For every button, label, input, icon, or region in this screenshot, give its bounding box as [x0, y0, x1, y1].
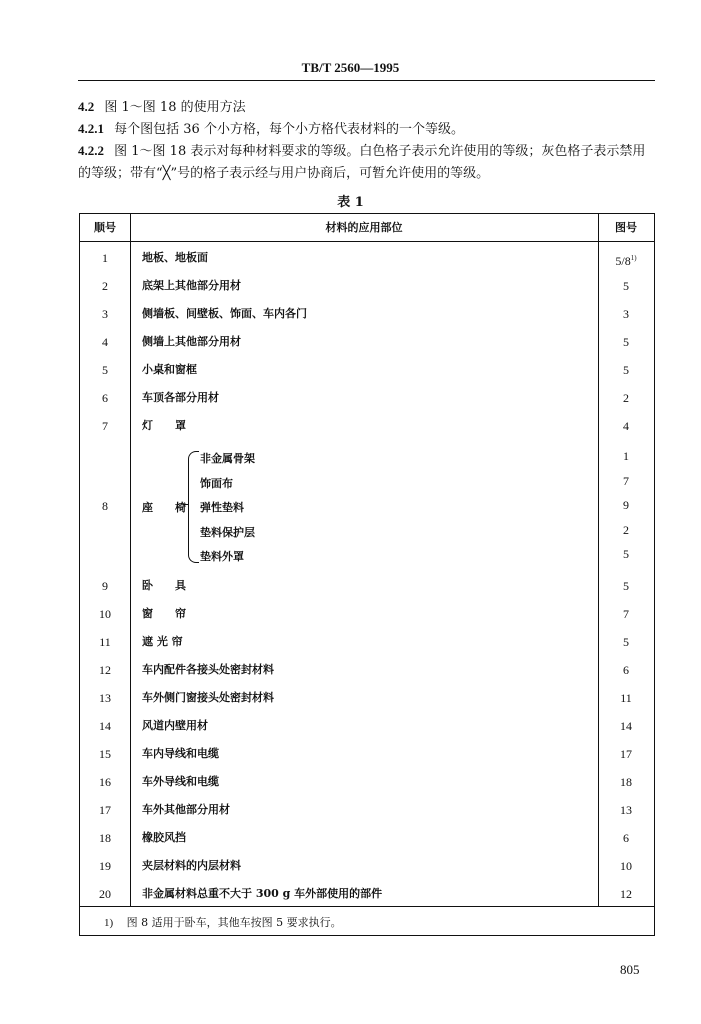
row-figure: 18: [620, 775, 632, 789]
header-rule: [78, 80, 655, 81]
row-part: 车顶各部分用材: [142, 391, 219, 404]
row-part: 小桌和窗框: [142, 363, 197, 376]
table-row: [80, 356, 654, 384]
row-number: 5: [102, 363, 108, 377]
seat-item-figure: 1: [623, 449, 629, 463]
row-number: 20: [99, 887, 111, 901]
section-number: 4.2.2: [78, 143, 104, 158]
row-number: 14: [99, 719, 111, 733]
table-row: [80, 300, 654, 328]
table-footnote: [104, 914, 342, 930]
row-number: 1: [102, 251, 108, 265]
seat-label: 座 椅: [142, 501, 186, 514]
section-number: 4.2: [78, 99, 95, 114]
row-part: 车内导线和电缆: [142, 747, 219, 760]
row-number: 15: [99, 747, 111, 761]
row-part: 侧墙板、间壁板、饰面、车内各门: [142, 307, 307, 320]
row-figure: 5: [623, 579, 629, 593]
row-number: 12: [99, 663, 111, 677]
row-part: 底架上其他部分用材: [142, 279, 241, 292]
page-number: 805: [620, 962, 640, 977]
table-row: [80, 628, 654, 656]
row-part: 卧 具: [142, 579, 186, 592]
row-number: 6: [102, 391, 108, 405]
row-figure: 4: [623, 419, 629, 433]
row-part: 风道内壁用材: [142, 719, 208, 732]
column-header-number: 顺号: [94, 221, 116, 234]
section-4-2: [78, 96, 658, 119]
row-part: 侧墙上其他部分用材: [142, 335, 241, 348]
table-row: [80, 684, 654, 712]
section-text: 图 1～图 18 的使用方法: [104, 100, 246, 115]
table-row: [80, 712, 654, 740]
row-number: 8: [102, 499, 108, 513]
seat-item: 弹性垫料: [200, 501, 244, 514]
section-4-2-2: [78, 140, 658, 185]
seat-item-figure: 9: [623, 498, 629, 512]
table-row: [80, 796, 654, 824]
section-text: 图 1～图 18 表示对每种材料要求的等级。白色格子表示允许使用的等级；灰色格子表示禁用的等级；带有“╳”号的格子表示经与用户协商后，可暂允许使用的等级。: [78, 144, 646, 181]
seat-item: 垫料外罩: [200, 550, 244, 563]
footnote-marker: 1): [630, 254, 637, 262]
seat-item-figure: 7: [623, 474, 629, 488]
row-figure: 5: [623, 363, 629, 377]
row-figure: 12: [620, 887, 632, 901]
row-part: 车外其他部分用材: [142, 803, 230, 816]
table-row: [80, 328, 654, 356]
row-part: 车外侧门窗接头处密封材料: [142, 691, 274, 704]
table-row: [80, 572, 654, 600]
row-number: 7: [102, 419, 108, 433]
row-figure: 17: [620, 747, 632, 761]
row-figure: 7: [623, 607, 629, 621]
row-number: 13: [99, 691, 111, 705]
row-part: 遮 光 帘: [142, 635, 183, 648]
table-row: [80, 824, 654, 852]
row-figure: 6: [623, 663, 629, 677]
row-part: 车内配件各接头处密封材料: [142, 663, 274, 676]
row-figure: 5: [623, 335, 629, 349]
table-row: [80, 244, 654, 272]
header-divider: [80, 241, 654, 242]
row-number: 19: [99, 859, 111, 873]
row-number: 16: [99, 775, 111, 789]
seat-item: 饰面布: [200, 477, 233, 490]
row-number: 18: [99, 831, 111, 845]
row-part: 非金属材料总重不大于 300 g 车外部使用的部件: [142, 887, 383, 900]
column-header-figure: 图号: [615, 221, 637, 234]
row-number: 4: [102, 335, 108, 349]
table-row: [80, 412, 654, 440]
brace-icon: [188, 451, 199, 563]
document-code-header: TB/T 2560—1995: [301, 60, 400, 75]
table-row: [80, 272, 654, 300]
table-row: [80, 384, 654, 412]
row-number: 3: [102, 307, 108, 321]
table-row: [80, 740, 654, 768]
seat-item-figure: 2: [623, 523, 629, 537]
section-text: 每个图包括 36 个小方格，每个小方格代表材料的一个等级。: [114, 122, 464, 137]
row-figure: 2: [623, 391, 629, 405]
table-row: [80, 656, 654, 684]
row-part: 橡胶风挡: [142, 831, 186, 844]
table-row: [80, 768, 654, 796]
table-row: [80, 880, 654, 908]
row-figure: 5: [623, 279, 629, 293]
table-row: [80, 852, 654, 880]
row-figure: 6: [623, 831, 629, 845]
footnote-text: 图 8 适用于卧车，其他车按图 5 要求执行。: [126, 916, 342, 929]
material-table: [79, 213, 655, 936]
row-number: 17: [99, 803, 111, 817]
table-row: [80, 600, 654, 628]
row-part: 灯 罩: [142, 419, 186, 432]
row-number: 2: [102, 279, 108, 293]
row-figure: 11: [620, 691, 632, 705]
section-4-2-1: [78, 118, 658, 141]
row-part: 窗 帘: [142, 607, 186, 620]
row-number: 9: [102, 579, 108, 593]
section-number: 4.2.1: [78, 121, 104, 136]
table-title: 表 1: [337, 195, 364, 210]
row-part: 地板、地板面: [142, 251, 208, 264]
brace-tip: [183, 504, 189, 505]
row-figure: 5: [623, 635, 629, 649]
seat-item: 垫料保护层: [200, 526, 255, 539]
row-figure: 3: [623, 307, 629, 321]
row-figure: 14: [620, 719, 632, 733]
seat-item: 非金属骨架: [200, 452, 255, 465]
row-number: 10: [99, 607, 111, 621]
row-figure: 10: [620, 859, 632, 873]
seat-item-figure: 5: [623, 547, 629, 561]
row-figure: [598, 244, 654, 275]
figure-value: 5/8: [615, 254, 631, 268]
row-part: 车外导线和电缆: [142, 775, 219, 788]
row-figure: 13: [620, 803, 632, 817]
row-part: 夹层材料的内层材料: [142, 859, 241, 872]
column-header-part: 材料的应用部位: [325, 221, 403, 234]
row-number: 11: [99, 635, 111, 649]
footnote-number: 1): [104, 917, 114, 929]
